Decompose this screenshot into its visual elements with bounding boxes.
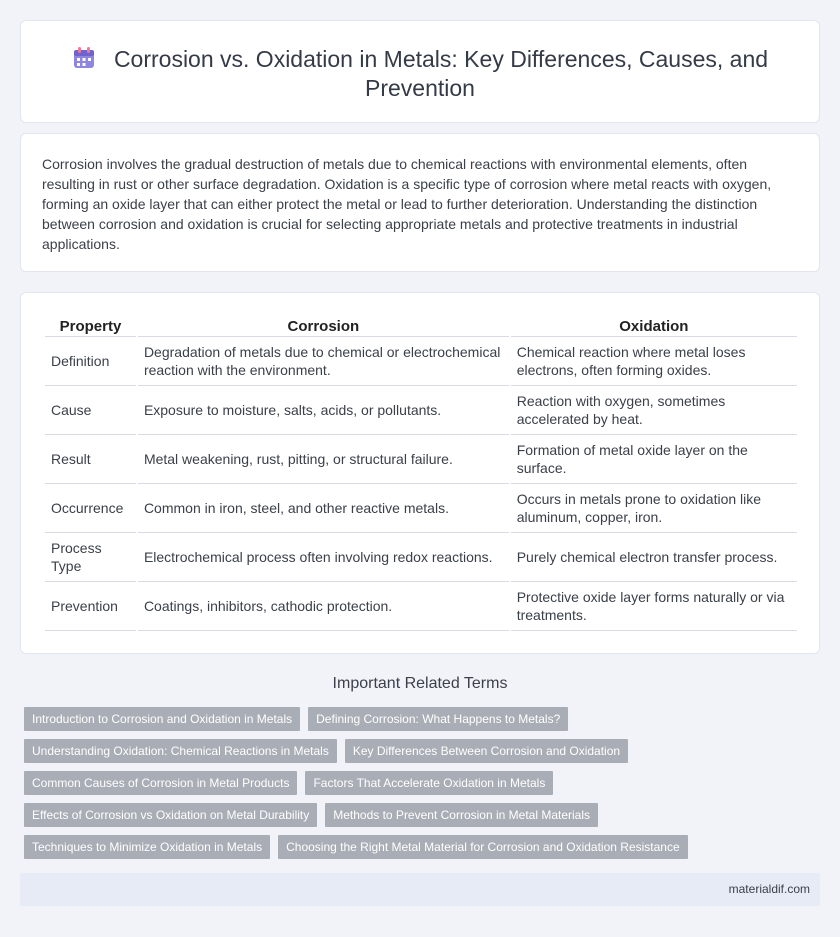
- row-corrosion: Coatings, inhibitors, cathodic protection.: [138, 582, 509, 631]
- table-row: [45, 386, 797, 435]
- row-property: Result: [45, 435, 136, 484]
- row-property: Definition: [45, 337, 136, 386]
- table-row: [45, 582, 797, 631]
- row-oxidation: Occurs in metals prone to oxidation like aluminum, copper, iron.: [511, 484, 797, 533]
- row-corrosion: Metal weakening, rust, pitting, or structural failure.: [138, 435, 509, 484]
- row-oxidation: Chemical reaction where metal loses electrons, often forming oxides.: [511, 337, 797, 386]
- intro-card: [20, 133, 820, 272]
- related-terms-list: [24, 707, 794, 867]
- row-corrosion: Common in iron, steel, and other reactive metals.: [138, 484, 509, 533]
- header-corrosion: Corrosion: [138, 313, 509, 337]
- related-term-tag[interactable]: Factors That Accelerate Oxidation in Metals: [305, 771, 553, 795]
- row-property: Prevention: [45, 582, 136, 631]
- header-card: [20, 20, 820, 123]
- tag-row: [24, 707, 794, 731]
- row-property: Occurrence: [45, 484, 136, 533]
- footer-site-link[interactable]: materialdif.com: [728, 882, 810, 896]
- related-terms-heading: Important Related Terms: [332, 675, 508, 692]
- row-oxidation: Reaction with oxygen, sometimes accelerated by heat.: [511, 386, 797, 435]
- tag-row: [24, 739, 794, 763]
- page-title: Corrosion vs. Oxidation in Metals: Key Differences, Causes, and Prevention: [113, 46, 769, 101]
- page-title-wrap: [61, 45, 779, 103]
- tag-row: [24, 835, 794, 859]
- related-term-tag[interactable]: Introduction to Corrosion and Oxidation in Metals: [24, 707, 300, 731]
- table-row: [45, 435, 797, 484]
- row-corrosion: Electrochemical process often involving redox reactions.: [138, 533, 509, 582]
- related-term-tag[interactable]: Understanding Oxidation: Chemical Reactions in Metals: [24, 739, 337, 763]
- related-term-tag[interactable]: Effects of Corrosion vs Oxidation on Metal Durability: [24, 803, 317, 827]
- tag-row: [24, 771, 794, 795]
- comparison-card: [20, 292, 820, 654]
- related-term-tag[interactable]: Methods to Prevent Corrosion in Metal Materials: [325, 803, 598, 827]
- table-row: [45, 484, 797, 533]
- intro-text: Corrosion involves the gradual destruction of metals due to chemical reactions with environmental elements, often resulting in rust or other surface degradation. Oxidation is a specific type of corrosion where metal reacts with oxygen, forming an oxide layer that can either protect the metal or lead to further deterioration. Understanding the distinction between corrosion and oxidation is crucial for selecting appropriate metals and protective treatments in industrial applications.: [42, 156, 772, 252]
- related-term-tag[interactable]: Techniques to Minimize Oxidation in Metals: [24, 835, 270, 859]
- table-row: [45, 337, 797, 386]
- header-property: Property: [45, 313, 136, 337]
- header-oxidation: Oxidation: [511, 313, 797, 337]
- row-oxidation: Formation of metal oxide layer on the surface.: [511, 435, 797, 484]
- related-term-tag[interactable]: Common Causes of Corrosion in Metal Products: [24, 771, 297, 795]
- table-row: [45, 533, 797, 582]
- row-property: Process Type: [45, 533, 136, 582]
- row-corrosion: Degradation of metals due to chemical or electrochemical reaction with the environment.: [138, 337, 509, 386]
- row-property: Cause: [45, 386, 136, 435]
- row-oxidation: Protective oxide layer forms naturally or via treatments.: [511, 582, 797, 631]
- related-term-tag[interactable]: Key Differences Between Corrosion and Oxidation: [345, 739, 628, 763]
- table-header-row: [45, 313, 797, 337]
- related-term-tag[interactable]: Choosing the Right Metal Material for Corrosion and Oxidation Resistance: [278, 835, 688, 859]
- footer: [20, 873, 820, 906]
- calendar-icon: [72, 47, 96, 69]
- related-term-tag[interactable]: Defining Corrosion: What Happens to Metals?: [308, 707, 568, 731]
- row-corrosion: Exposure to moisture, salts, acids, or pollutants.: [138, 386, 509, 435]
- row-oxidation: Purely chemical electron transfer process.: [511, 533, 797, 582]
- comparison-table: [43, 313, 799, 631]
- tag-row: [24, 803, 794, 827]
